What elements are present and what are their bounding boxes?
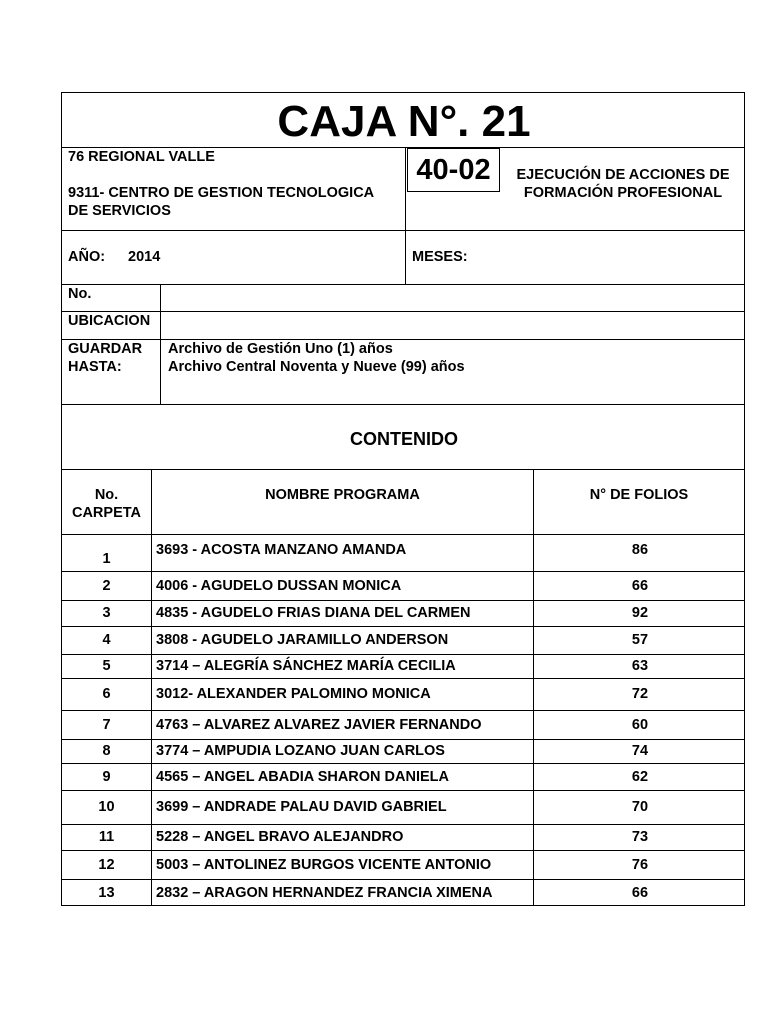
row-name: 4006 - AGUDELO DUSSAN MONICA xyxy=(156,577,402,594)
row-number: 11 xyxy=(98,829,115,845)
row-folios: 74 xyxy=(631,743,649,759)
divider xyxy=(160,284,161,405)
row-number: 13 xyxy=(98,884,115,901)
caja-form xyxy=(61,92,745,906)
table-row xyxy=(62,710,746,739)
code-box: 40-02 xyxy=(407,148,500,192)
col-carpeta-line1: No. xyxy=(94,487,119,503)
row-name: 5003 – ANTOLINEZ BURGOS VICENTE ANTONIO xyxy=(156,856,492,873)
row-name: 4763 – ALVAREZ ALVAREZ JAVIER FERNANDO xyxy=(156,716,482,733)
caja-title: CAJA N°. 21 xyxy=(277,97,531,146)
row-divider xyxy=(62,824,744,825)
row-name: 2832 – ARAGON HERNANDEZ FRANCIA XIMENA xyxy=(156,884,493,901)
divider xyxy=(405,147,406,285)
row-divider xyxy=(62,790,744,791)
anio-value: 2014 xyxy=(128,249,161,265)
table-row xyxy=(62,654,746,678)
row-divider xyxy=(62,763,744,764)
ubicacion-label: UBICACION xyxy=(68,313,151,329)
row-name: 4565 – ANGEL ABADIA SHARON DANIELA xyxy=(156,768,450,785)
row-name: 3693 - ACOSTA MANZANO AMANDA xyxy=(156,541,407,558)
row-number: 12 xyxy=(98,856,115,873)
table-row xyxy=(62,678,746,710)
col-folios: N° DE FOLIOS xyxy=(589,487,689,503)
divider xyxy=(62,469,744,470)
serie-line2: FORMACIÓN PROFESIONAL xyxy=(523,185,723,201)
contenido-heading: CONTENIDO xyxy=(350,429,458,449)
table-row xyxy=(62,739,746,763)
row-number: 1 xyxy=(102,550,111,567)
table-row xyxy=(62,534,746,571)
serie-line1: EJECUCIÓN DE ACCIONES DE xyxy=(516,167,730,183)
row-number: 9 xyxy=(102,768,111,785)
no-label: No. xyxy=(68,286,92,302)
table-row xyxy=(62,763,746,790)
anio-label: AÑO: xyxy=(68,249,106,265)
archivo-gestion: Archivo de Gestión Uno (1) años xyxy=(168,341,393,357)
meses-label: MESES: xyxy=(412,249,468,265)
row-divider xyxy=(62,654,744,655)
row-number: 6 xyxy=(102,686,111,702)
divider xyxy=(62,339,744,340)
row-number: 2 xyxy=(102,577,111,594)
row-folios: 62 xyxy=(631,768,649,785)
guardar-line2: HASTA: xyxy=(68,359,122,375)
table-row xyxy=(62,571,746,600)
row-number: 10 xyxy=(98,799,115,815)
row-name: 3808 - AGUDELO JARAMILLO ANDERSON xyxy=(156,632,449,648)
row-divider xyxy=(62,850,744,851)
row-number: 5 xyxy=(102,658,111,674)
divider xyxy=(62,284,744,285)
centro-line2: DE SERVICIOS xyxy=(68,203,171,219)
archivo-central: Archivo Central Noventa y Nueve (99) años xyxy=(168,359,465,375)
row-divider xyxy=(62,600,744,601)
row-folios: 70 xyxy=(631,799,649,815)
guardar-line1: GUARDAR xyxy=(68,341,143,357)
row-name: 5228 – ANGEL BRAVO ALEJANDRO xyxy=(156,829,404,845)
table-row xyxy=(62,626,746,654)
row-number: 3 xyxy=(102,605,111,621)
col-nombre: NOMBRE PROGRAMA xyxy=(265,487,420,503)
row-folios: 63 xyxy=(631,658,649,674)
row-folios: 73 xyxy=(631,829,649,845)
table-row xyxy=(62,600,746,626)
row-divider xyxy=(62,739,744,740)
row-folios: 76 xyxy=(631,856,649,873)
table-row xyxy=(62,879,746,906)
table-row xyxy=(62,790,746,824)
divider xyxy=(62,230,744,231)
table-row xyxy=(62,824,746,850)
row-folios: 66 xyxy=(631,577,649,594)
row-divider xyxy=(62,678,744,679)
row-folios: 72 xyxy=(631,686,649,702)
row-divider xyxy=(62,626,744,627)
row-name: 3699 – ANDRADE PALAU DAVID GABRIEL xyxy=(156,799,447,815)
col-carpeta-line2: CARPETA xyxy=(71,505,141,521)
row-folios: 92 xyxy=(631,605,649,621)
row-name: 3714 – ALEGRÍA SÁNCHEZ MARÍA CECILIA xyxy=(156,658,456,674)
row-folios: 86 xyxy=(631,541,649,558)
row-folios: 60 xyxy=(631,716,649,733)
row-number: 8 xyxy=(102,743,111,759)
row-divider xyxy=(62,710,744,711)
row-divider xyxy=(62,571,744,572)
row-folios: 57 xyxy=(631,632,649,648)
divider xyxy=(62,311,744,312)
row-number: 4 xyxy=(102,632,111,648)
row-name: 3012- ALEXANDER PALOMINO MONICA xyxy=(156,686,431,702)
regional-label: 76 REGIONAL VALLE xyxy=(68,149,215,165)
row-divider xyxy=(62,879,744,880)
divider xyxy=(62,404,744,405)
row-name: 3774 – AMPUDIA LOZANO JUAN CARLOS xyxy=(156,743,445,759)
table-row xyxy=(62,850,746,879)
row-number: 7 xyxy=(102,716,111,733)
row-name: 4835 - AGUDELO FRIAS DIANA DEL CARMEN xyxy=(156,605,471,621)
centro-line1: 9311- CENTRO DE GESTION TECNOLOGICA xyxy=(68,185,375,201)
row-folios: 66 xyxy=(631,884,649,901)
